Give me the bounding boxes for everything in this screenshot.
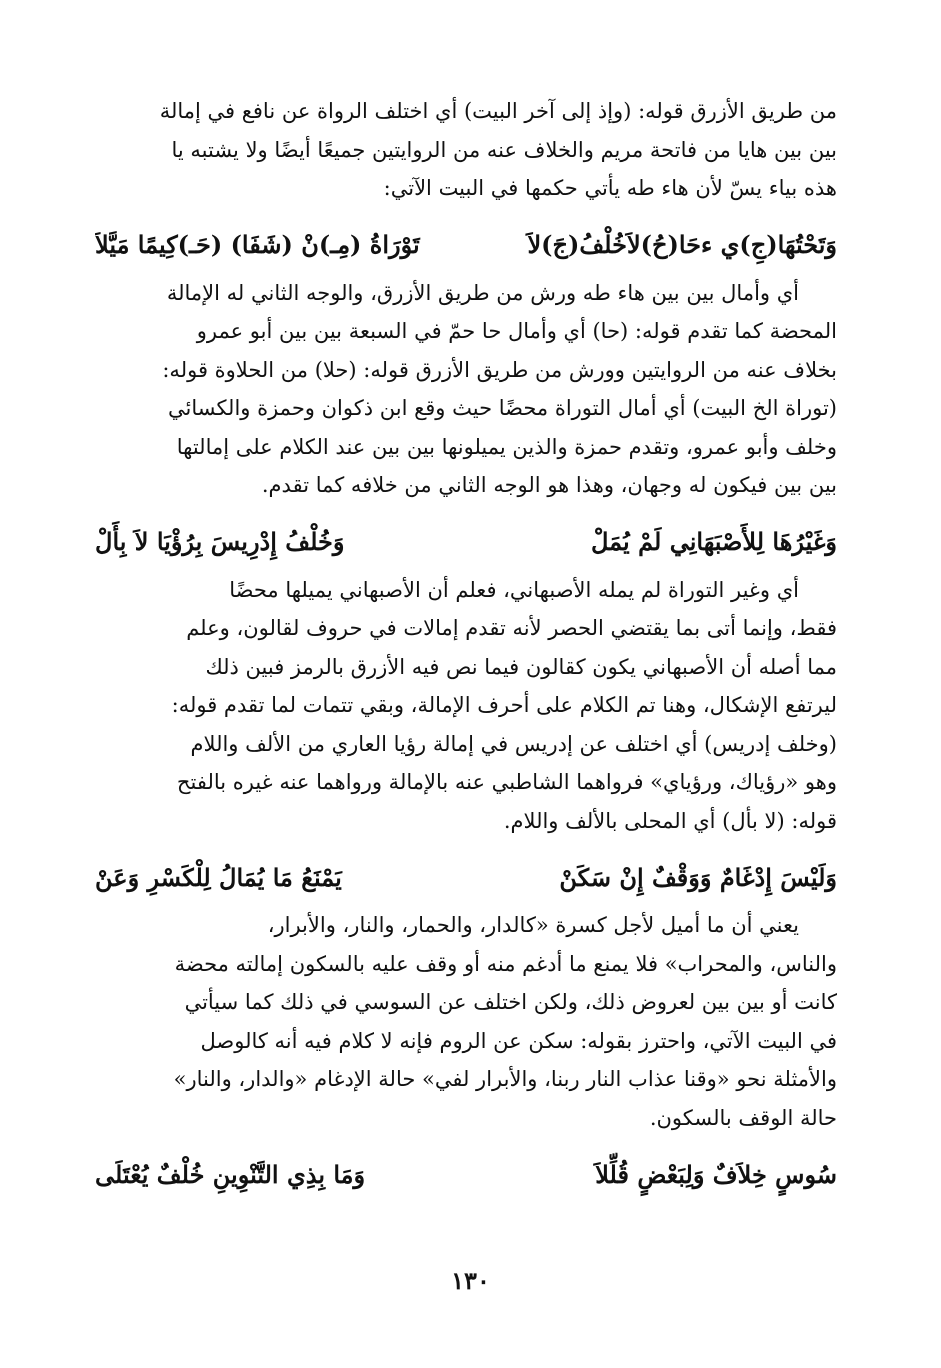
text-line: والأمثلة نحو «وقنا عذاب النار ربنا، والأبرار لفي» حالة الإدغام «والدار، والنار» xyxy=(173,1067,837,1091)
text-line: المحضة كما تقدم قوله: (حا) أي وأمال حا حمّ في السبعة بين بين أبو عمرو xyxy=(196,319,837,343)
text-line: فقط، وإنما أتى بما يقتضي الحصر لأنه تقدم إمالات في حروف لقالون، وعلم xyxy=(186,616,837,640)
poem-verse-3 xyxy=(95,852,837,902)
text-line: قوله: (لا بأل) أي المحلى بالألف واللام. xyxy=(503,808,837,833)
verse-first-hemistich: سُوسٍ خِلاَفٌ وَلِبَعْضٍ قُلِّلاَ xyxy=(595,1159,837,1189)
text-line: وخلف وأبو عمرو، وتقدم حمزة والذين يميلونها بين بين عند الكلام على إمالتها xyxy=(176,434,837,459)
verse-first-hemistich: وَغَيْرُهَا لِلأَصْبَهَانِي لَمْ يُمَلْ xyxy=(591,527,837,556)
verse-second-hemistich: تَوْرَاةُ (مِـ)نْ (شَفَا) (حَـ)كِيمًا مَيَّلاَ xyxy=(95,230,420,259)
paragraph-2 xyxy=(95,274,837,505)
paragraph-3 xyxy=(95,571,837,841)
text-line: هذه بياء يسّ لأن هاء طه يأتي حكمها في البيت الآتي: xyxy=(383,176,837,200)
text-line: بين بين هايا من فاتحة مريم والخلاف عنه من الروايتين جميعًا أيضًا ولا يشتبه يا xyxy=(171,137,837,162)
text-line: في البيت الآتي، واحترز بقوله: سكن عن الروم فإنه لا كلام فيه أنه كالوصل xyxy=(200,1028,837,1053)
poem-verse-1 xyxy=(95,220,837,270)
verse-second-hemistich: وَمَا بِذِي التَّنْوِينِ خُلْفٌ يُعْتَلَى xyxy=(95,1159,366,1189)
text-line: (وخلف إدريس) أي اختلف عن إدريس في إمالة رؤيا العاري من الألف واللام xyxy=(190,731,837,756)
poem-verse-2 xyxy=(95,517,837,567)
text-line: كانت أو بين بين لعروض ذلك، ولكن اختلف عن السوسي في ذلك كما سيأتي xyxy=(184,990,837,1014)
text-line: (توراة الخ البيت) أي أمال التوراة محضًا حيث وقع ابن ذكوان وحمزة والكسائي xyxy=(167,396,837,420)
text-line: يعني أن ما أميل لأجل كسرة «كالدار، والحمار، والنار، والأبرار، xyxy=(267,913,799,937)
text-line: بخلاف عنه من الروايتين وورش من طريق الأزرق قوله: (حلا) من الحلاوة قوله: xyxy=(162,357,837,382)
verse-first-hemistich: وَلَيْسَ إِدْغَامٌ وَوَقْفٌ إِنْ سَكَنْ xyxy=(559,862,837,892)
text-line: مما أصله أن الأصبهاني يكون كقالون فيما نص فيه الأزرق بالرمز فبين ذلك xyxy=(205,654,837,679)
text-line: من طريق الأزرق قوله: (وإذ إلى آخر البيت) أي اختلف الرواة عن نافع في إمالة xyxy=(159,99,837,123)
text-line: وهو «رؤياك، ورؤياي» فرواهما الشاطبي عنه بالإمالة ورواهما عنه غيره بالفتح xyxy=(176,770,837,794)
verse-first-hemistich: وَتَحْتُهَا(جِ)ي ءحَا(حُ)لاَخُلْفُ(جَ)لاَ xyxy=(527,230,837,259)
text-line: ليرتفع الإشكال، وهنا تم الكلام على أحرف الإمالة، وبقي تتمات لما تقدم قوله: xyxy=(171,693,837,717)
paragraph-1 xyxy=(95,92,837,208)
page-number: ١٣٠ xyxy=(451,1266,490,1295)
text-line: والناس، والمحراب» فلا يمنع ما أدغم منه أو وقف عليه بالسكون إمالته محضة xyxy=(174,951,837,976)
page-body xyxy=(95,92,837,1203)
verse-second-hemistich: يَمْنَعُ مَا يُمَالُ لِلْكَسْرِ وَعَنْ xyxy=(95,862,342,892)
text-line: أي وغير التوراة لم يمله الأصبهاني، فعلم أن الأصبهاني يميلها محضًا xyxy=(229,577,799,602)
text-line: أي وأمال بين بين هاء طه ورش من طريق الأزرق، والوجه الثاني له الإمالة xyxy=(166,280,799,305)
verse-second-hemistich: وَخُلْفُ إِدْرِيسَ بِرُؤْيَا لاَ بِأَلْ xyxy=(95,527,345,556)
poem-verse-4 xyxy=(95,1149,837,1199)
paragraph-4 xyxy=(95,906,837,1137)
text-line: حالة الوقف بالسكون. xyxy=(649,1105,837,1130)
text-line: بين بين فيكون له وجهان، وهذا هو الوجه الثاني من خلافه كما تقدم. xyxy=(261,473,837,497)
